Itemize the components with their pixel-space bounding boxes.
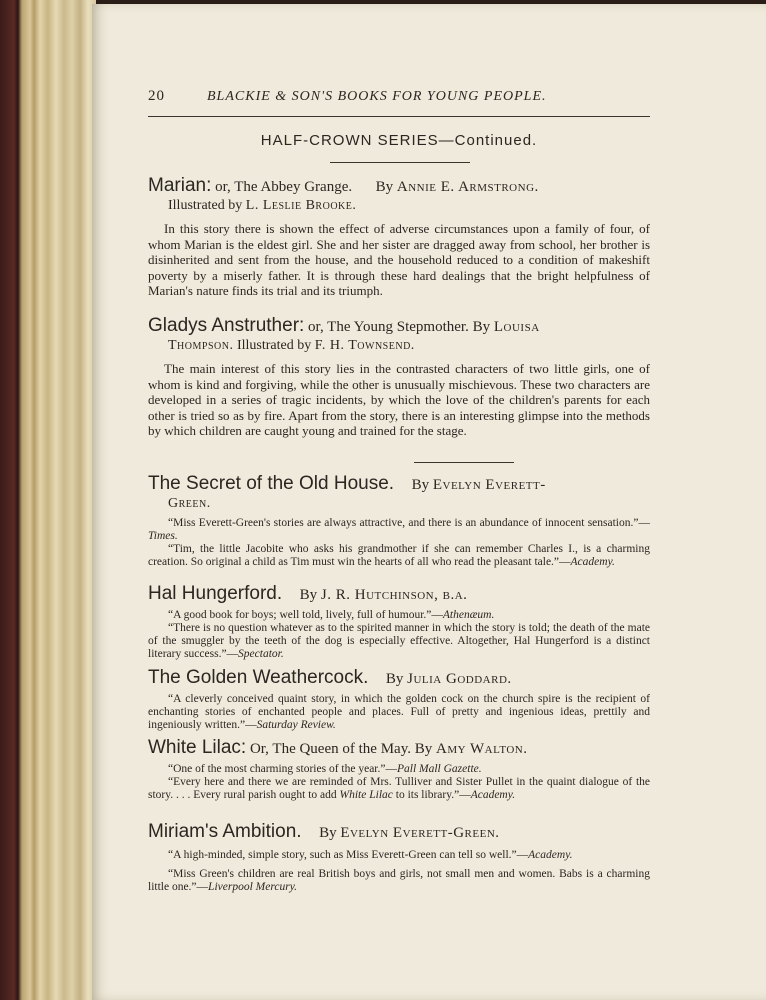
entry-golden-weathercock <box>148 668 650 732</box>
entry-gladys-anstruther <box>148 316 650 439</box>
illustrator-line <box>148 197 650 215</box>
by-label: By <box>411 477 430 493</box>
author-name: Julia Goddard. <box>407 671 512 687</box>
book-subtitle: or, The Young Stepmother. <box>304 319 469 335</box>
quote-source: Pall Mall Gazette. <box>396 763 482 775</box>
book-title: The Secret of the Old House. <box>148 473 395 494</box>
page-number: 20 <box>148 88 165 104</box>
by-label: By <box>414 741 433 757</box>
quote-text: “One of the most charming stories of the year.”— <box>168 763 397 775</box>
author-name: Amy Walton. <box>435 741 528 757</box>
book-title: The Golden Weathercock. <box>148 667 369 688</box>
running-title: BLACKIE & SON'S BOOKS FOR YOUNG PEOPLE. <box>207 89 547 104</box>
review-quote <box>148 763 650 776</box>
illustrated-label: Illustrated by <box>236 338 312 353</box>
entry-title-line <box>148 474 650 495</box>
quote-text: “A cleverly conceived quaint story, in which the golden cock on the church spire is the recipient of enchanting stories of enchanted people and places. Full of pretty and ingenious ideas, prettily and ingeniously written.”— <box>148 693 650 731</box>
author-name: Evelyn Everett- <box>432 477 546 493</box>
book-subtitle: or, The Abbey Grange. <box>211 179 353 195</box>
quote-source: Academy. <box>470 789 516 801</box>
quote-source: Spectator. <box>238 648 284 660</box>
quote-text: to its library.”— <box>392 789 471 801</box>
divider-rule <box>330 162 470 163</box>
review-quote <box>148 543 650 569</box>
book-title: Marian: <box>148 175 212 196</box>
quote-source: Athenæum. <box>442 609 495 621</box>
review-quote <box>148 849 650 862</box>
quote-text: “Tim, the little Jacobite who asks his grandmother if she can remember Charles I., is a charming creation. So original a child as Tim must win the hearts of all who read the pleasant tale.”— <box>148 543 650 568</box>
book-description: In this story there is shown the effect of adverse circumstances upon a family of four, of whom Marian is the eldest girl. She and her sister are dragged away from school, her brother is disinherited and sent from the house, and the household reduced to a condition of makeshift poverty by a miserly father. It is through these hard dealings that the bright helpfulness of Marian's nature finds its trial and its triumph. <box>148 221 650 299</box>
review-quote <box>148 776 650 802</box>
author-name: Annie E. Armstrong. <box>396 179 539 195</box>
entry-white-lilac <box>148 738 650 802</box>
quote-text: “Every here and there we are reminded of Mrs. Tulliver and Sister Pullet in the quaint dialogue of the story. . . . Every rural parish ought to add <box>148 776 650 801</box>
book-description: The main interest of this story lies in the contrasted characters of two little girls, one of whom is kind and forgiving, while the other is unusually mischievous. These two characters are developed in a series of tragic incidents, by which the love of the children's parents for each other is tried so as by fire. Apart from the story, there is an interesting glimpse into the methods by which children are caught young and trained for the stage. <box>148 361 650 439</box>
quote-text: “A high-minded, simple story, such as Miss Everett-Green can tell so well.”— <box>168 849 529 861</box>
by-label: By <box>319 825 337 841</box>
quote-text: “A good book for boys; well told, lively, full of humour.”— <box>168 609 443 621</box>
illustrator-name: F. H. Townsend. <box>314 338 415 353</box>
quote-text: “Miss Green's children are real British boys and girls, not small men and women. Babs is a charming little one.”— <box>148 868 650 893</box>
entry-title-line <box>148 316 650 337</box>
quote-source: Academy. <box>570 556 615 568</box>
book-subtitle: Or, The Queen of the May. <box>246 741 411 757</box>
review-quote <box>148 693 650 732</box>
entry-miriams-ambition <box>148 822 650 894</box>
review-quote <box>148 609 650 622</box>
entry-title-line <box>148 738 650 759</box>
entry-title-line <box>148 668 650 689</box>
author-illustrator-line <box>148 337 650 355</box>
book-title: White Lilac: <box>148 737 247 758</box>
author-name-continued: Green. <box>168 496 211 511</box>
book-title: Gladys Anstruther: <box>148 315 305 336</box>
running-header <box>148 88 648 105</box>
author-name: J. R. Hutchinson, b.a. <box>320 587 468 603</box>
author-name-continued: Thompson. <box>168 338 234 353</box>
entry-hal-hungerford <box>148 584 650 661</box>
author-name: Evelyn Everett-Green. <box>340 825 500 841</box>
quote-source: Times. <box>148 530 178 542</box>
author-name: Louisa <box>493 319 540 335</box>
illustrated-label: Illustrated by <box>168 198 243 213</box>
by-label: By <box>299 587 318 603</box>
entry-marian <box>148 176 650 299</box>
quote-source: Liverpool Mercury. <box>208 881 298 893</box>
review-quote <box>148 868 650 894</box>
entry-title-line <box>148 822 650 843</box>
book-page-edges <box>0 0 96 1000</box>
entry-secret-old-house <box>148 474 650 569</box>
quote-text: “Miss Everett-Green's stories are always attractive, and there is an abundance of innocent sensation.”— <box>168 517 650 529</box>
author-continued-line <box>148 495 650 513</box>
entry-title-line <box>148 176 650 197</box>
quote-emphasis: White Lilac <box>339 789 393 801</box>
by-label: By <box>385 671 404 687</box>
entry-title-line <box>148 584 650 605</box>
review-quote <box>148 517 650 543</box>
review-quote <box>148 622 650 661</box>
series-heading: HALF-CROWN SERIES—Continued. <box>260 132 538 149</box>
divider-rule <box>414 462 514 463</box>
book-title: Hal Hungerford. <box>148 583 283 604</box>
illustrator-name: L. Leslie Brooke. <box>245 198 357 213</box>
book-title: Miriam's Ambition. <box>148 821 302 842</box>
quote-text: “There is no question whatever as to the spirited manner in which the story is told; the death of the mate of the smuggler by the teeth of the dog is especially effective. Altogether, Hal Hungerford is a distinct literary success.”— <box>148 622 650 660</box>
header-rule <box>148 116 650 117</box>
quote-source: Academy. <box>528 849 573 861</box>
by-label: By <box>375 179 394 195</box>
quote-source: Saturday Review. <box>256 719 336 731</box>
by-label: By <box>472 319 491 335</box>
